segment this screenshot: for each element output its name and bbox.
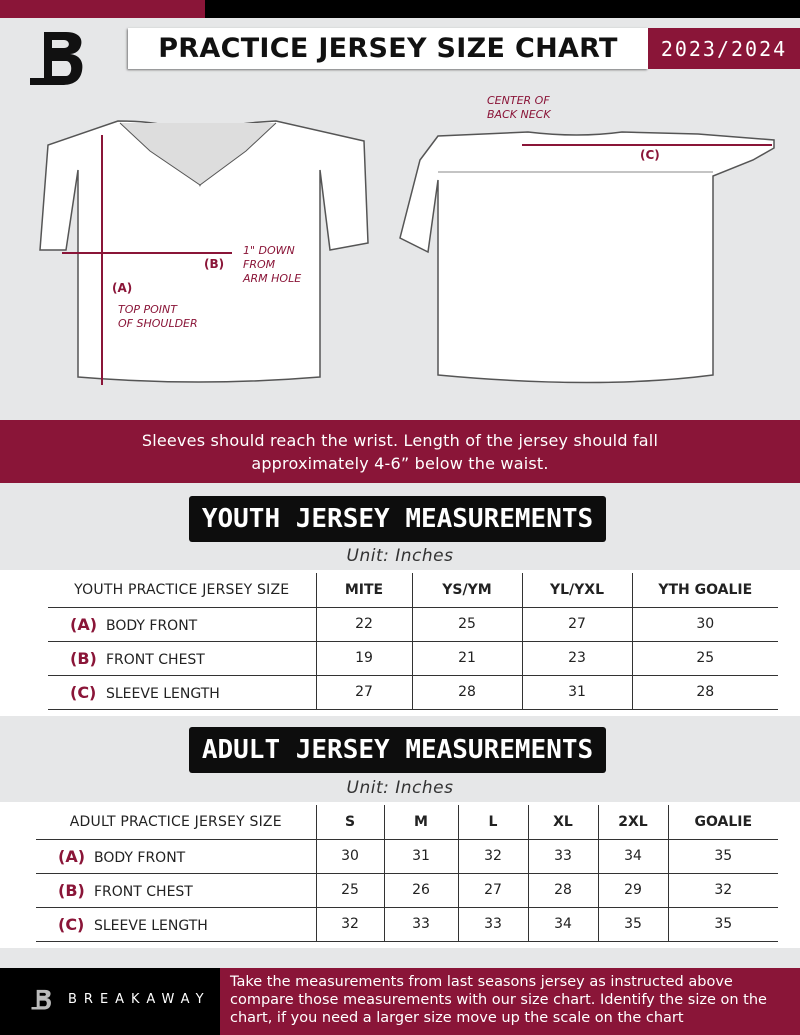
instruction-line-1: Sleeves should reach the wrist. Length of the jersey should fall [141,431,659,450]
cell: 27 [316,675,412,709]
cell: 21 [412,641,522,675]
table-row [48,675,778,709]
youth-section-title: YOUTH JERSEY MEASUREMENTS [189,496,606,542]
cell: 33 [384,907,458,941]
adult-header-row [36,805,778,839]
cell: 33 [528,839,598,873]
youth-header-col: MITE [316,573,412,607]
breakaway-logo [26,28,96,96]
row-label: FRONT CHEST [106,651,205,668]
cell: 22 [316,607,412,641]
season-label: 2023/2024 [648,28,800,69]
page-title: PRACTICE JERSEY SIZE CHART [128,28,648,69]
adult-header-col: GOALIE [668,805,778,839]
cell: 28 [412,675,522,709]
adult-header-size: ADULT PRACTICE JERSEY SIZE [36,805,316,839]
cell: 35 [668,907,778,941]
row-label: FRONT CHEST [94,883,193,900]
adult-section-title: ADULT JERSEY MEASUREMENTS [189,727,606,773]
cell: 31 [522,675,632,709]
adult-header-col: M [384,805,458,839]
cell: 26 [384,873,458,907]
row-label: SLEEVE LENGTH [106,685,220,702]
cell: 32 [316,907,384,941]
adult-header-col: XL [528,805,598,839]
top-accent-bar [0,0,205,18]
cell: 28 [528,873,598,907]
adult-header-col: L [458,805,528,839]
cell: 30 [316,839,384,873]
table-row [36,907,778,941]
adult-table [36,805,778,942]
row-tag: (A) [70,614,98,634]
table-row [48,607,778,641]
youth-header-col: YTH GOALIE [632,573,778,607]
instruction-line-2: approximately 4-6” below the waist. [251,454,549,473]
cell: 27 [458,873,528,907]
cell: 35 [668,839,778,873]
youth-unit-label: Unit: Inches [346,546,454,566]
table-row [36,839,778,873]
row-tag: (C) [58,914,85,934]
adult-header-col: S [316,805,384,839]
adult-unit-label: Unit: Inches [346,778,454,798]
cell: 30 [632,607,778,641]
a-marker: (A) [112,281,133,295]
cell: 27 [522,607,632,641]
cell: 23 [522,641,632,675]
top-black-bar [205,0,800,18]
cell: 32 [668,873,778,907]
cell: 32 [458,839,528,873]
cell: 33 [458,907,528,941]
table-row [48,641,778,675]
back-jersey-diagram [398,120,783,390]
footer-logo [30,986,56,1016]
c-marker: (C) [640,148,660,162]
youth-table [48,573,778,710]
b-note: 1" DOWN FROM ARM HOLE [243,244,302,285]
cell: 31 [384,839,458,873]
instruction-banner [0,420,800,483]
row-label: BODY FRONT [106,617,198,634]
a-note: TOP POINT OF SHOULDER [118,303,198,330]
youth-header-col: YS/YM [412,573,522,607]
cell: 25 [632,641,778,675]
b-marker: (B) [204,257,225,271]
neck-note: CENTER OF BACK NECK [487,94,551,121]
cell: 25 [316,873,384,907]
cell: 28 [632,675,778,709]
cell: 29 [598,873,668,907]
table-row [36,873,778,907]
row-tag: (B) [58,880,85,900]
row-tag: (B) [70,648,97,668]
row-label: SLEEVE LENGTH [94,917,208,934]
youth-header-size: YOUTH PRACTICE JERSEY SIZE [48,573,316,607]
cell: 19 [316,641,412,675]
youth-header-row [48,573,778,607]
adult-header-col: 2XL [598,805,668,839]
cell: 35 [598,907,668,941]
cell: 34 [528,907,598,941]
cell: 25 [412,607,522,641]
footer-instructions: Take the measurements from last seasons jersey as instructed above compare those measurements with our size chart. Identify the size on the chart, if you need a larger size move up the scale on the chart [220,968,800,1035]
cell: 34 [598,839,668,873]
youth-header-col: YL/YXL [522,573,632,607]
front-jersey-diagram [38,115,408,390]
row-tag: (C) [70,682,97,702]
row-label: BODY FRONT [94,849,186,866]
footer-brand-name: BREAKAWAY [68,992,211,1007]
row-tag: (A) [58,846,86,866]
